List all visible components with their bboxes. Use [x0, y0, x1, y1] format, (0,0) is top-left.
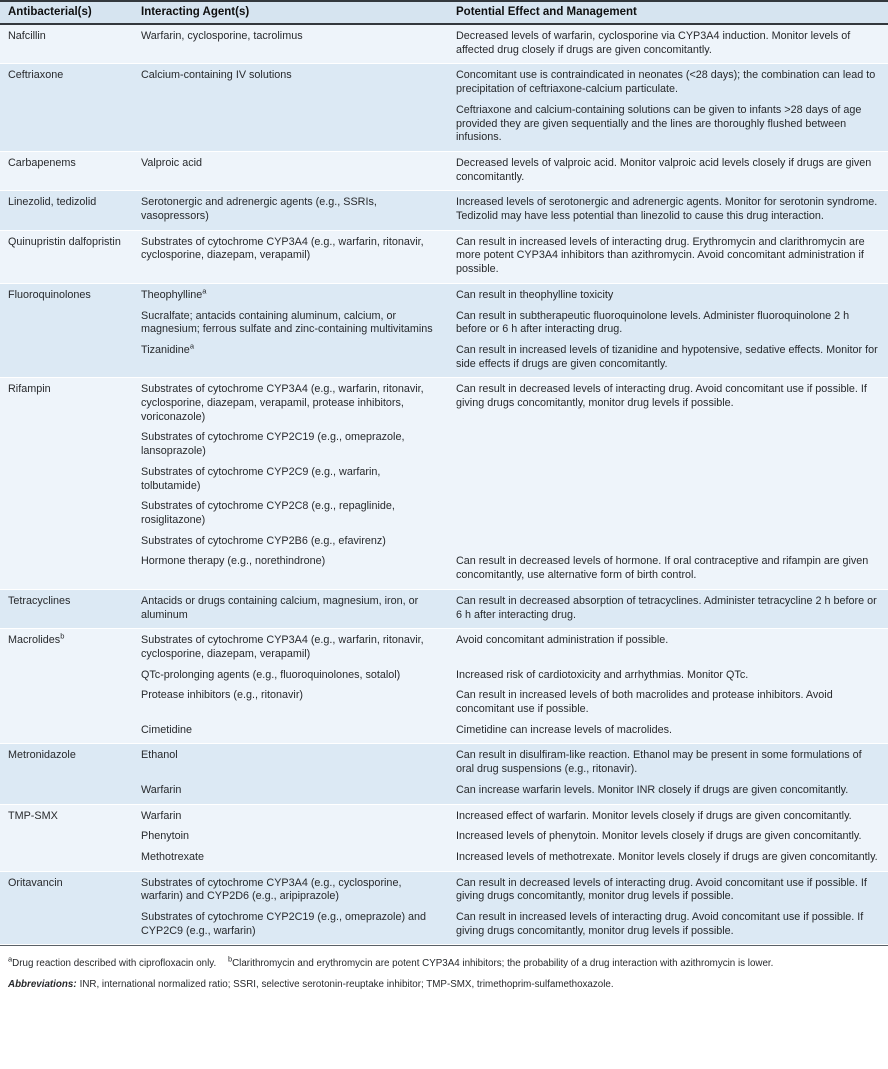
effect-cell [456, 69, 888, 145]
interacting-agent [141, 341, 456, 371]
interaction-entry [141, 784, 888, 798]
footnotes [0, 946, 888, 1001]
abbreviations-text: INR, international normalized ratio; SSRI, selective serotonin-reuptake inhibitor; TMP-SMX, trimethoprim-sulfamethoxazole. [79, 979, 614, 991]
effect-cell [456, 236, 888, 277]
table-row [0, 872, 888, 946]
interaction-entry [141, 157, 888, 184]
effect-cell [456, 689, 888, 716]
interacting-agent [141, 157, 456, 184]
interacting-agent [141, 431, 456, 458]
antibacterial-name: Metronidazole [8, 749, 76, 762]
table-row [0, 590, 888, 629]
row-entries [141, 634, 888, 737]
row-entries [141, 69, 888, 145]
interacting-agent [141, 830, 456, 844]
superscript-marker: a [202, 286, 207, 296]
table-row [0, 231, 888, 284]
antibacterial-name: Fluoroquinolones [8, 288, 91, 301]
interaction-entry [141, 431, 888, 458]
row-entries [141, 157, 888, 184]
interacting-agent [141, 689, 456, 716]
effect-cell [456, 724, 888, 738]
row-entries [141, 749, 888, 797]
table-row [0, 805, 888, 872]
effect-text: Can result in increased levels of both macrolides and protease inhibitors. Avoid concomitant use if possible. [456, 689, 833, 716]
interacting-agent [141, 877, 456, 904]
interaction-entry [141, 689, 888, 716]
effect-text: Can result in theophylline toxicity [456, 288, 614, 301]
interacting-agent-text: Antacids or drugs containing calcium, magnesium, iron, or aluminum [141, 594, 419, 621]
row-entries [141, 383, 888, 582]
interacting-agent-text: Warfarin [141, 809, 182, 822]
effect-text: Concomitant use is contraindicated in neonates (<28 days); the combination can lead to precipitation of ceftriaxone-calcium particulate. [456, 69, 876, 96]
effect-cell [456, 196, 888, 223]
interacting-agent-text: Sucralfate; antacids containing aluminum, calcium, or magnesium; ferrous sulfate and zinc-containing multivitamins [141, 309, 433, 336]
effect-cell [456, 383, 888, 424]
interacting-agent [141, 286, 456, 303]
interaction-entry [141, 595, 888, 622]
effect-cell [456, 749, 888, 776]
table-row [0, 284, 888, 379]
effect-cell [456, 851, 888, 865]
abbreviations-label: Abbreviations: [8, 979, 77, 991]
effect-cell [456, 310, 888, 337]
footnote-a [8, 955, 217, 970]
interaction-entry [141, 196, 888, 223]
antibacterial-name: Macrolides$^b$ [8, 631, 65, 647]
interacting-agent-text: Calcium-containing IV solutions [141, 69, 292, 82]
interacting-agent [141, 851, 456, 865]
interacting-agent-text: Protease inhibitors (e.g., ritonavir) [141, 689, 304, 702]
interacting-agent [141, 810, 456, 824]
footnote-b-text: Clarithromycin and erythromycin are potent CYP3A4 inhibitors; the probability of a drug interaction with azithromycin is lower. [232, 958, 774, 970]
effect-text: Can increase warfarin levels. Monitor INR closely if drugs are given concomitantly. [456, 783, 849, 796]
interaction-entry [141, 30, 888, 57]
interaction-entry [141, 310, 888, 337]
row-entries [141, 30, 888, 57]
interacting-agent [141, 634, 456, 661]
effect-text: Can result in decreased levels of interacting drug. Avoid concomitant use if possible. If giving drugs concomitantly, monitor drug levels if possible. [456, 876, 867, 903]
footnote-b-marker: b [227, 955, 233, 965]
interacting-agent [141, 30, 456, 57]
interacting-agent [141, 595, 456, 622]
effect-text: Can result in increased levels of interacting drug. Erythromycin and clarithromycin are more potent CYP3A4 inhibitors than azithromycin. Avoid concomitant administration if possible. [456, 235, 865, 276]
row-entries [141, 286, 888, 372]
interacting-agent-text: Valproic acid [141, 156, 203, 169]
effect-cell [456, 344, 888, 371]
interaction-entry [141, 236, 888, 277]
interacting-agent [141, 69, 456, 145]
effect-text: Can result in increased levels of interacting drug. Avoid concomitant use if possible. If giving drugs concomitantly, monitor drug levels if possible. [456, 911, 864, 937]
row-entries [141, 595, 888, 622]
table-row [0, 629, 888, 744]
interacting-agent [141, 555, 456, 582]
table-row [0, 25, 888, 64]
interacting-agent-text: Theophylline$^a$ [141, 286, 207, 301]
effect-cell [456, 634, 888, 661]
effect-text: Can result in decreased absorption of tetracyclines. Administer tetracycline 2 h before or 6 h after interacting drug. [456, 594, 877, 621]
interacting-agent [141, 911, 456, 938]
interacting-agent [141, 724, 456, 738]
table-row [0, 378, 888, 589]
interacting-agent-text: Tizanidine$^a$ [141, 341, 194, 356]
interacting-agent-text: Substrates of cytochrome CYP3A4 (e.g., warfarin, ritonavir, cyclosporine, diazepam, verapamil) [141, 634, 424, 660]
table-row [0, 64, 888, 152]
interaction-entry [141, 383, 888, 424]
interaction-entry [141, 286, 888, 303]
interacting-agent-text: Hormone therapy (e.g., norethindrone) [141, 555, 326, 568]
effect-cell [456, 431, 888, 458]
effect-text: Avoid concomitant administration if possible. [456, 634, 669, 647]
effect-text: Ceftriaxone and calcium-containing solutions can be given to infants >28 days of age provided they are given sequentially and the lines are thoroughly flushed between infusions. [456, 103, 862, 144]
effect-text: Can result in increased levels of tizanidine and hypotensive, sedative effects. Monitor for side effects if drugs are given concomitantly. [456, 343, 878, 370]
interaction-entry [141, 749, 888, 776]
effect-cell [456, 500, 888, 527]
interaction-entry [141, 69, 888, 145]
row-entries [141, 877, 888, 939]
effect-cell [456, 810, 888, 824]
antibacterial-name: Oritavancin [8, 876, 63, 889]
footnote-a-marker: a [8, 955, 13, 965]
table-body [0, 25, 888, 945]
effect-text: Decreased levels of warfarin, cyclosporine via CYP3A4 induction. Monitor levels of affected drug closely if drugs are given concomitantly. [456, 30, 851, 56]
superscript-marker: b [60, 631, 65, 641]
effect-text: Decreased levels of valproic acid. Monitor valproic acid levels closely if drugs are given concomitantly. [456, 156, 872, 183]
effect-text: Can result in decreased levels of hormone. If oral contraceptive and rifampin are given concomitantly, use alternative form of birth control. [456, 555, 869, 582]
effect-cell [456, 669, 888, 683]
effect-text: Increased risk of cardiotoxicity and arrhythmias. Monitor QTc. [456, 668, 749, 681]
effect-text: Cimetidine can increase levels of macrolides. [456, 723, 673, 736]
interacting-agent-text: Phenytoin [141, 830, 190, 843]
table-row [0, 744, 888, 804]
effect-cell [456, 157, 888, 184]
interaction-entry [141, 810, 888, 824]
interacting-agent-text: Methotrexate [141, 850, 205, 863]
antibacterial-name: Rifampin [8, 383, 51, 396]
interacting-agent-text: Warfarin, cyclosporine, tacrolimus [141, 30, 303, 42]
interacting-agent [141, 784, 456, 798]
row-entries [141, 810, 888, 865]
effect-cell [456, 911, 888, 938]
antibacterial-name: Nafcillin [8, 30, 46, 42]
superscript-marker: a [189, 341, 194, 351]
effect-text: Increased levels of serotonergic and adrenergic agents. Monitor for serotonin syndrome. Tedizolid may have less potential than linezolid to cause this drug interaction. [456, 196, 878, 223]
abbreviations [8, 979, 880, 992]
effect-text: Increased levels of methotrexate. Monitor levels closely if drugs are given concomitantly. [456, 850, 878, 863]
effect-text: Can result in subtherapeutic fluoroquinolone levels. Administer fluoroquinolone 2 h before or 6 h after interacting drug. [456, 309, 850, 336]
effect-cell [456, 30, 888, 57]
effect-cell [456, 784, 888, 798]
interacting-agent [141, 466, 456, 493]
interacting-agent-text: Ethanol [141, 749, 178, 762]
interacting-agent-text: Substrates of cytochrome CYP2C9 (e.g., warfarin, tolbutamide) [141, 465, 381, 492]
antibacterial-name: Tetracyclines [8, 594, 71, 607]
antibacterial-name: Carbapenems [8, 156, 76, 169]
interacting-agent-text: Substrates of cytochrome CYP2C19 (e.g., omeprazole) and CYP2C9 (e.g., warfarin) [141, 911, 427, 937]
interacting-agent [141, 383, 456, 424]
interacting-agent-text: Substrates of cytochrome CYP2B6 (e.g., efavirenz) [141, 534, 386, 547]
effect-cell [456, 595, 888, 622]
column-header-interacting-agent: Interacting Agent(s) [141, 6, 250, 18]
interaction-entry [141, 724, 888, 738]
interaction-entry [141, 877, 888, 904]
effect-cell [456, 535, 888, 549]
interaction-entry [141, 555, 888, 582]
interaction-entry [141, 911, 888, 938]
interaction-entry [141, 634, 888, 661]
interaction-entry [141, 669, 888, 683]
interacting-agent-text: Serotonergic and adrenergic agents (e.g., SSRIs, vasopressors) [141, 196, 377, 223]
antibacterial-name: Ceftriaxone [8, 69, 64, 82]
effect-cell [456, 555, 888, 582]
interaction-entry [141, 466, 888, 493]
column-header-antibacterial: Antibacterial(s) [8, 6, 92, 18]
effect-cell [456, 289, 888, 303]
interacting-agent [141, 310, 456, 337]
footnote-line [8, 955, 880, 971]
effect-cell [456, 830, 888, 844]
interacting-agent-text: Substrates of cytochrome CYP3A4 (e.g., cyclosporine, warfarin) and CYP2D6 (e.g., aripiprazole) [141, 876, 402, 903]
antibacterial-name: TMP-SMX [8, 809, 58, 822]
row-entries [141, 236, 888, 277]
interacting-agent [141, 236, 456, 277]
table-row [0, 152, 888, 191]
interaction-entry [141, 341, 888, 371]
interaction-entry [141, 851, 888, 865]
interaction-entry [141, 500, 888, 527]
effect-text: Can result in disulfiram-like reaction. Ethanol may be present in some formulations of oral drug suspensions (e.g., ritonavir). [456, 749, 862, 776]
interacting-agent-text: Cimetidine [141, 723, 193, 736]
table-header-row [0, 2, 888, 25]
antibacterial-name: Quinupristin dalfopristin [8, 235, 121, 248]
column-header-effect-management: Potential Effect and Management [456, 6, 637, 18]
effect-text: Can result in decreased levels of interacting drug. Avoid concomitant use if possible. If giving drugs concomitantly, monitor drug levels if possible. [456, 383, 867, 410]
interacting-agent-text: Substrates of cytochrome CYP3A4 (e.g., warfarin, ritonavir, cyclosporine, diazepam, verapamil, protease inhibitors, voriconazole) [141, 383, 424, 423]
interacting-agent-text: Warfarin [141, 783, 182, 796]
interacting-agent-text: Substrates of cytochrome CYP3A4 (e.g., warfarin, ritonavir, cyclosporine, diazepam, verapamil) [141, 235, 424, 262]
footnote-b [227, 955, 774, 970]
interacting-agent [141, 535, 456, 549]
interacting-agent [141, 749, 456, 776]
interacting-agent-text: Substrates of cytochrome CYP2C8 (e.g., repaglinide, rosiglitazone) [141, 500, 395, 526]
table-row [0, 191, 888, 230]
effect-text: Increased effect of warfarin. Monitor levels closely if drugs are given concomitantly. [456, 809, 852, 822]
interaction-entry [141, 830, 888, 844]
interacting-agent-text: Substrates of cytochrome CYP2C19 (e.g., omeprazole, lansoprazole) [141, 431, 405, 458]
effect-cell [456, 466, 888, 493]
interaction-entry [141, 535, 888, 549]
row-entries [141, 196, 888, 223]
interacting-agent [141, 196, 456, 223]
interacting-agent-text: QTc-prolonging agents (e.g., fluoroquinolones, sotalol) [141, 668, 401, 681]
footnote-a-text: Drug reaction described with ciprofloxacin only. [12, 958, 217, 970]
antibacterial-name: Linezolid, tedizolid [8, 196, 97, 209]
effect-cell [456, 877, 888, 904]
interacting-agent [141, 500, 456, 527]
interacting-agent [141, 669, 456, 683]
effect-text: Increased levels of phenytoin. Monitor levels closely if drugs are given concomitantly. [456, 830, 862, 843]
